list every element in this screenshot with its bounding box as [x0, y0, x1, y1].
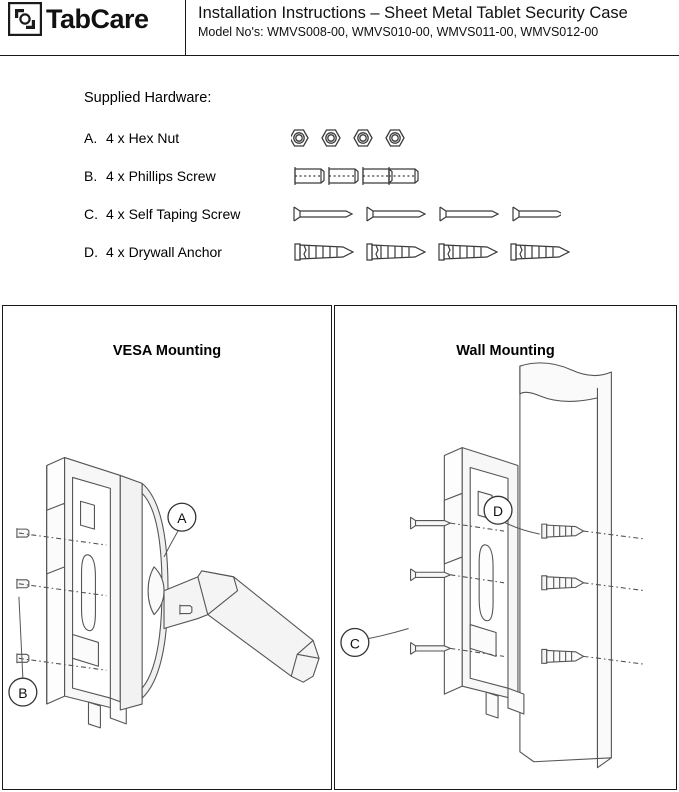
vesa-mounting-title: VESA Mounting	[112, 343, 222, 359]
wall-mount-exploded-view-icon	[335, 306, 676, 789]
self-taping-screw-icon-group	[291, 200, 561, 228]
hardware-row	[84, 196, 679, 232]
svg-text:A: A	[177, 510, 187, 527]
hardware-letter: A.	[84, 130, 98, 146]
tabcare-square-logo-icon	[8, 2, 42, 36]
phillips-screw-icon-group	[291, 162, 421, 190]
svg-text:B: B	[18, 685, 28, 702]
hardware-letter: B.	[84, 168, 98, 184]
vesa-mounting-panel	[2, 305, 332, 790]
page-header	[0, 0, 679, 56]
hardware-letter: C.	[84, 206, 98, 222]
wall-mounting-title: Wall Mounting	[456, 343, 555, 359]
brand-lockup	[0, 0, 185, 36]
hardware-row	[84, 158, 679, 194]
supplied-hardware-title: Supplied Hardware:	[84, 90, 212, 106]
hardware-label: 4 x Drywall Anchor	[106, 244, 222, 260]
supplied-hardware-section	[0, 56, 679, 298]
hardware-label: 4 x Self Taping Screw	[106, 206, 241, 222]
hardware-row	[84, 120, 679, 156]
brand-name: TabCare	[46, 4, 149, 34]
mounting-diagrams	[2, 305, 677, 790]
svg-text:C: C	[349, 635, 360, 652]
svg-text:D: D	[493, 503, 504, 520]
vesa-mount-exploded-view-icon	[3, 306, 331, 789]
drywall-anchor-icon-group	[291, 235, 581, 269]
wall-mounting-panel	[334, 305, 677, 790]
hex-nut-icon-group	[291, 124, 421, 152]
model-numbers: Model No's: WMVS008-00, WMVS010-00, WMVS011-00, WMVS012-00	[198, 25, 599, 39]
callout-b	[9, 597, 37, 706]
hardware-label: 4 x Hex Nut	[106, 130, 180, 146]
page-title: Installation Instructions – Sheet Metal Tablet Security Case	[198, 4, 628, 22]
hardware-row	[84, 234, 679, 270]
hardware-letter: D.	[84, 244, 98, 260]
callout-c	[341, 629, 409, 657]
hardware-label: 4 x Phillips Screw	[106, 168, 216, 184]
header-text-block	[186, 0, 628, 41]
callout-a	[164, 503, 196, 557]
